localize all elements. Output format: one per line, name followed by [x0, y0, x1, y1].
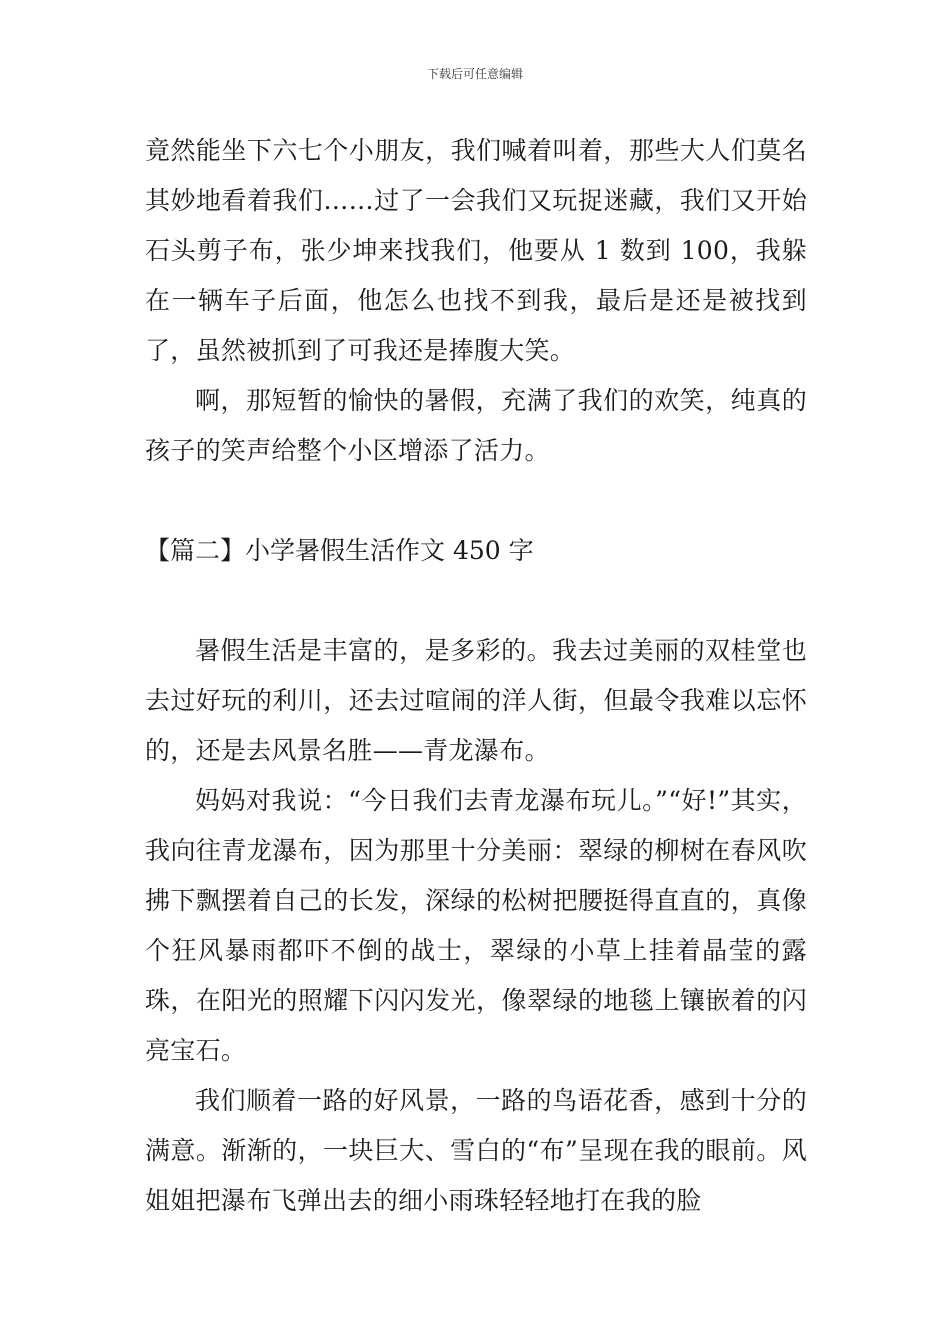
- spacer: [145, 476, 807, 526]
- section-title: 【篇二】小学暑假生活作文 450 字: [145, 536, 534, 565]
- spacer: [145, 576, 807, 626]
- page-header-note: 下载后可任意编辑: [426, 67, 523, 81]
- article-paragraph-ending: 啊，那短暂的愉快的暑假，充满了我们的欢笑，纯真的孩子的笑声给整个小区增添了活力。: [145, 386, 807, 465]
- section-paragraph-3: 我们顺着一路的好风景，一路的鸟语花香，感到十分的满意。渐渐的，一块巨大、雪白的“布”呈现在我的眼前。风姐姐把瀑布飞弹出去的细小雨珠轻轻地打在我的脸: [145, 1086, 807, 1215]
- document-body: [145, 126, 807, 1226]
- section-paragraph-2: 妈妈对我说：“今日我们去青龙瀑布玩儿。”“好!”其实，我向往青龙瀑布，因为那里十分美丽：翠绿的柳树在春风吹拂下飘摆着自己的长发，深绿的松树把腰挺得直直的，真像个狂风暴雨都吓不倒的战士，翠绿的小草上挂着晶莹的露珠，在阳光的照耀下闪闪发光，像翠绿的地毯上镶嵌着的闪亮宝石。: [145, 786, 807, 1065]
- article-paragraph-continued: 竟然能坐下六七个小朋友，我们喊着叫着，那些大人们莫名其妙地看着我们……过了一会我们又玩捉迷藏，我们又开始石头剪子布，张少坤来找我们，他要从 1 数到 100，我躲在一辆车子后面，他怎么也找不到我，最后是还是被找到了，虽然被抓到了可我还是捧腹大笑。: [145, 136, 807, 365]
- section-paragraph-1: 暑假生活是丰富的，是多彩的。我去过美丽的双桂堂也去过好玩的利川，还去过喧闹的洋人街，但最令我难以忘怀的，还是去风景名胜——青龙瀑布。: [145, 636, 807, 765]
